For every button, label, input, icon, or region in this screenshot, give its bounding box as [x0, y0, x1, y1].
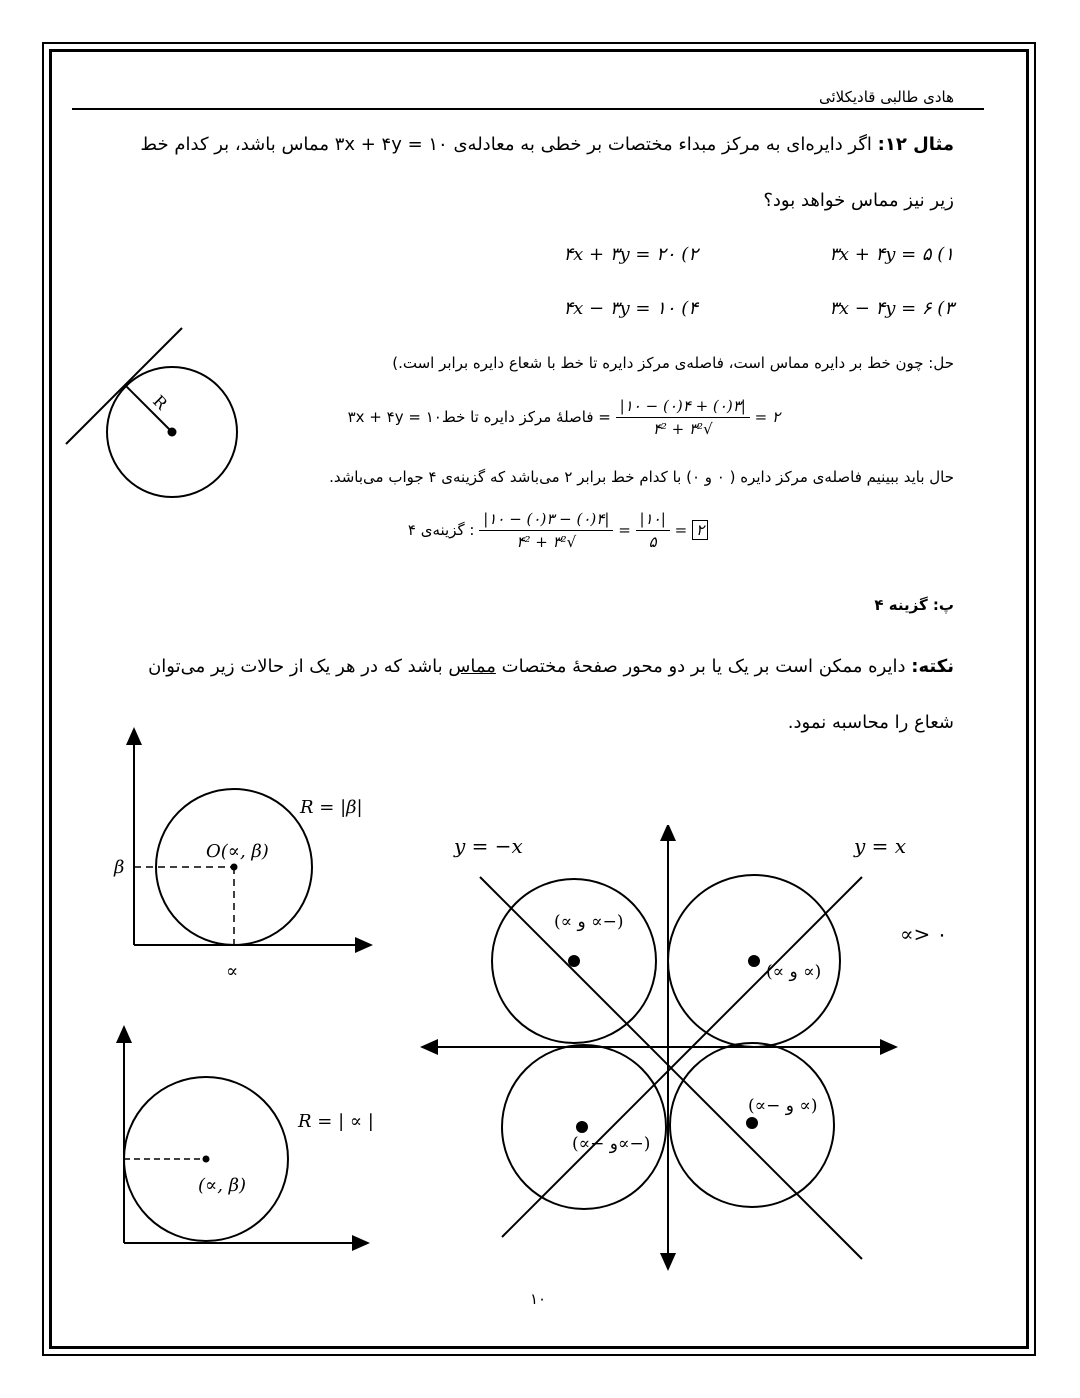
fig3-center-bottom-left [576, 1121, 588, 1133]
solution-line2: حال باید ببینیم فاصله‌ی مرکز دایره ( ۰ و ۰) با کدام خط برابر ۲ می‌باشد که گزینه‌ی ۴ جواب می‌باشد. [329, 468, 954, 486]
eq2-boxed-answer: ۲ [692, 520, 708, 540]
fig2-center-label: (∝, β) [198, 1175, 247, 1196]
eq2-fraction-2 [479, 510, 613, 551]
fig2-radius-label: R = | ∝ | [298, 1111, 374, 1132]
eq2-frac2-denominator: √۳² + ۴² [516, 533, 577, 551]
eq1-denominator: √۳² + ۴² [652, 420, 713, 438]
eq1-result: ۲ = [754, 408, 780, 426]
option-4: ۴) ۱۰ = ۴x − ۳y [563, 298, 698, 319]
fig3-label-top-right: (∝ و ∝) [766, 962, 822, 982]
answer-label: پ: گزینه ۴ [874, 596, 954, 614]
eq2-fraction-1 [636, 510, 670, 551]
example-question-line2: زیر نیز مماس خواهد بود؟ [763, 190, 954, 211]
fig3-center-top-right [748, 955, 760, 967]
eq2-frac1-numerator: |۱۰| [636, 510, 670, 531]
note-line2: شعاع را محاسبه نمود. [787, 712, 954, 733]
fig3-label-top-left: (∝ و ∝−) [554, 912, 624, 932]
note-label: نکته: [911, 656, 954, 677]
fig3-line-neg-label: y = −x [454, 834, 523, 858]
solution-intro: حل: چون خط بر دایره مماس است، فاصله‌ی مرکز دایره تا خط با شعاع دایره برابر است.) [392, 354, 954, 372]
example-question-line1 [140, 134, 954, 155]
fig3-center-bottom-right [746, 1117, 758, 1129]
figure-four-circles [420, 825, 1000, 1275]
radius-line [125, 385, 172, 432]
page-number: ۱۰ [530, 1290, 547, 1308]
solution-eq2: ۲ = $\frac{|۱۰|}{۵}$ = $\frac{|۴(۰) - ۳(۰) - ۱۰|}{\text{√۳² + ۴²}}$ : گزینه‌ی ۴ [408, 510, 708, 551]
fig1-center-dot [231, 864, 238, 871]
fig3-condition: ∝> ۰ [900, 922, 948, 946]
tangent-circle-figure [60, 322, 250, 502]
option-1: ۱) ۵ = ۳x + ۴y [829, 244, 954, 265]
fig3-label-bottom-left: (∝− و∝−) [572, 1134, 651, 1154]
fig3-center-top-left [568, 955, 580, 967]
eq1-label: = فاصلهٔ مرکز دایره تا خط۱۰ = ۳x + ۴y [347, 408, 611, 426]
figure-tangent-y-axis [100, 1025, 390, 1255]
fig3-label-bottom-right: (∝− و ∝) [748, 1096, 818, 1116]
fig1-radius-label: R = |β| [300, 797, 363, 818]
eq2-frac2-numerator: |۴(۰) − ۳(۰) − ۱۰| [479, 510, 613, 531]
eq2-frac1-denominator: ۵ [648, 533, 657, 551]
note-text-after: باشد که در هر یک از حالات زیر می‌توان [148, 656, 443, 677]
figure-tangent-x-axis [100, 725, 390, 985]
answer [874, 596, 954, 614]
fig3-line-pos-label: y = x [854, 834, 907, 858]
option-3: ۳) ۶ = ۳x − ۴y [829, 298, 954, 319]
option-2: ۲) ۲۰ = ۴x + ۳y [563, 244, 698, 265]
fig1-alpha-label: ∝ [226, 961, 239, 982]
circle-center-dot [168, 428, 177, 437]
radius-label: R [149, 391, 172, 414]
fig1-beta-label: β [114, 857, 125, 878]
example-question-text: اگر دایره‌ای به مرکز مبداء مختصات بر خطی به معادله‌ی ۱۰ = ۳x + ۴y مماس باشد، بر کدام خط [140, 134, 872, 155]
header-rule [72, 108, 984, 110]
eq2-label: : گزینه‌ی ۴ [407, 521, 475, 539]
eq1-fraction [616, 397, 750, 438]
eq1-numerator: |۳(۰) + ۴(۰) − ۱۰| [616, 397, 750, 418]
solution-eq1 [348, 397, 780, 438]
fig1-center-label: O(∝, β) [206, 841, 269, 862]
tangent-line [66, 328, 182, 444]
header-author: هادی طالبی قادیکلائی [818, 88, 954, 106]
fig2-center-dot [203, 1156, 210, 1163]
note-text-before: دایره ممکن است بر یک یا بر دو محور صفحهٔ مختصات [501, 656, 906, 677]
note-line1 [148, 656, 954, 677]
example-label: مثال ۱۲: [877, 134, 954, 155]
note-underlined: مماس [448, 656, 496, 677]
